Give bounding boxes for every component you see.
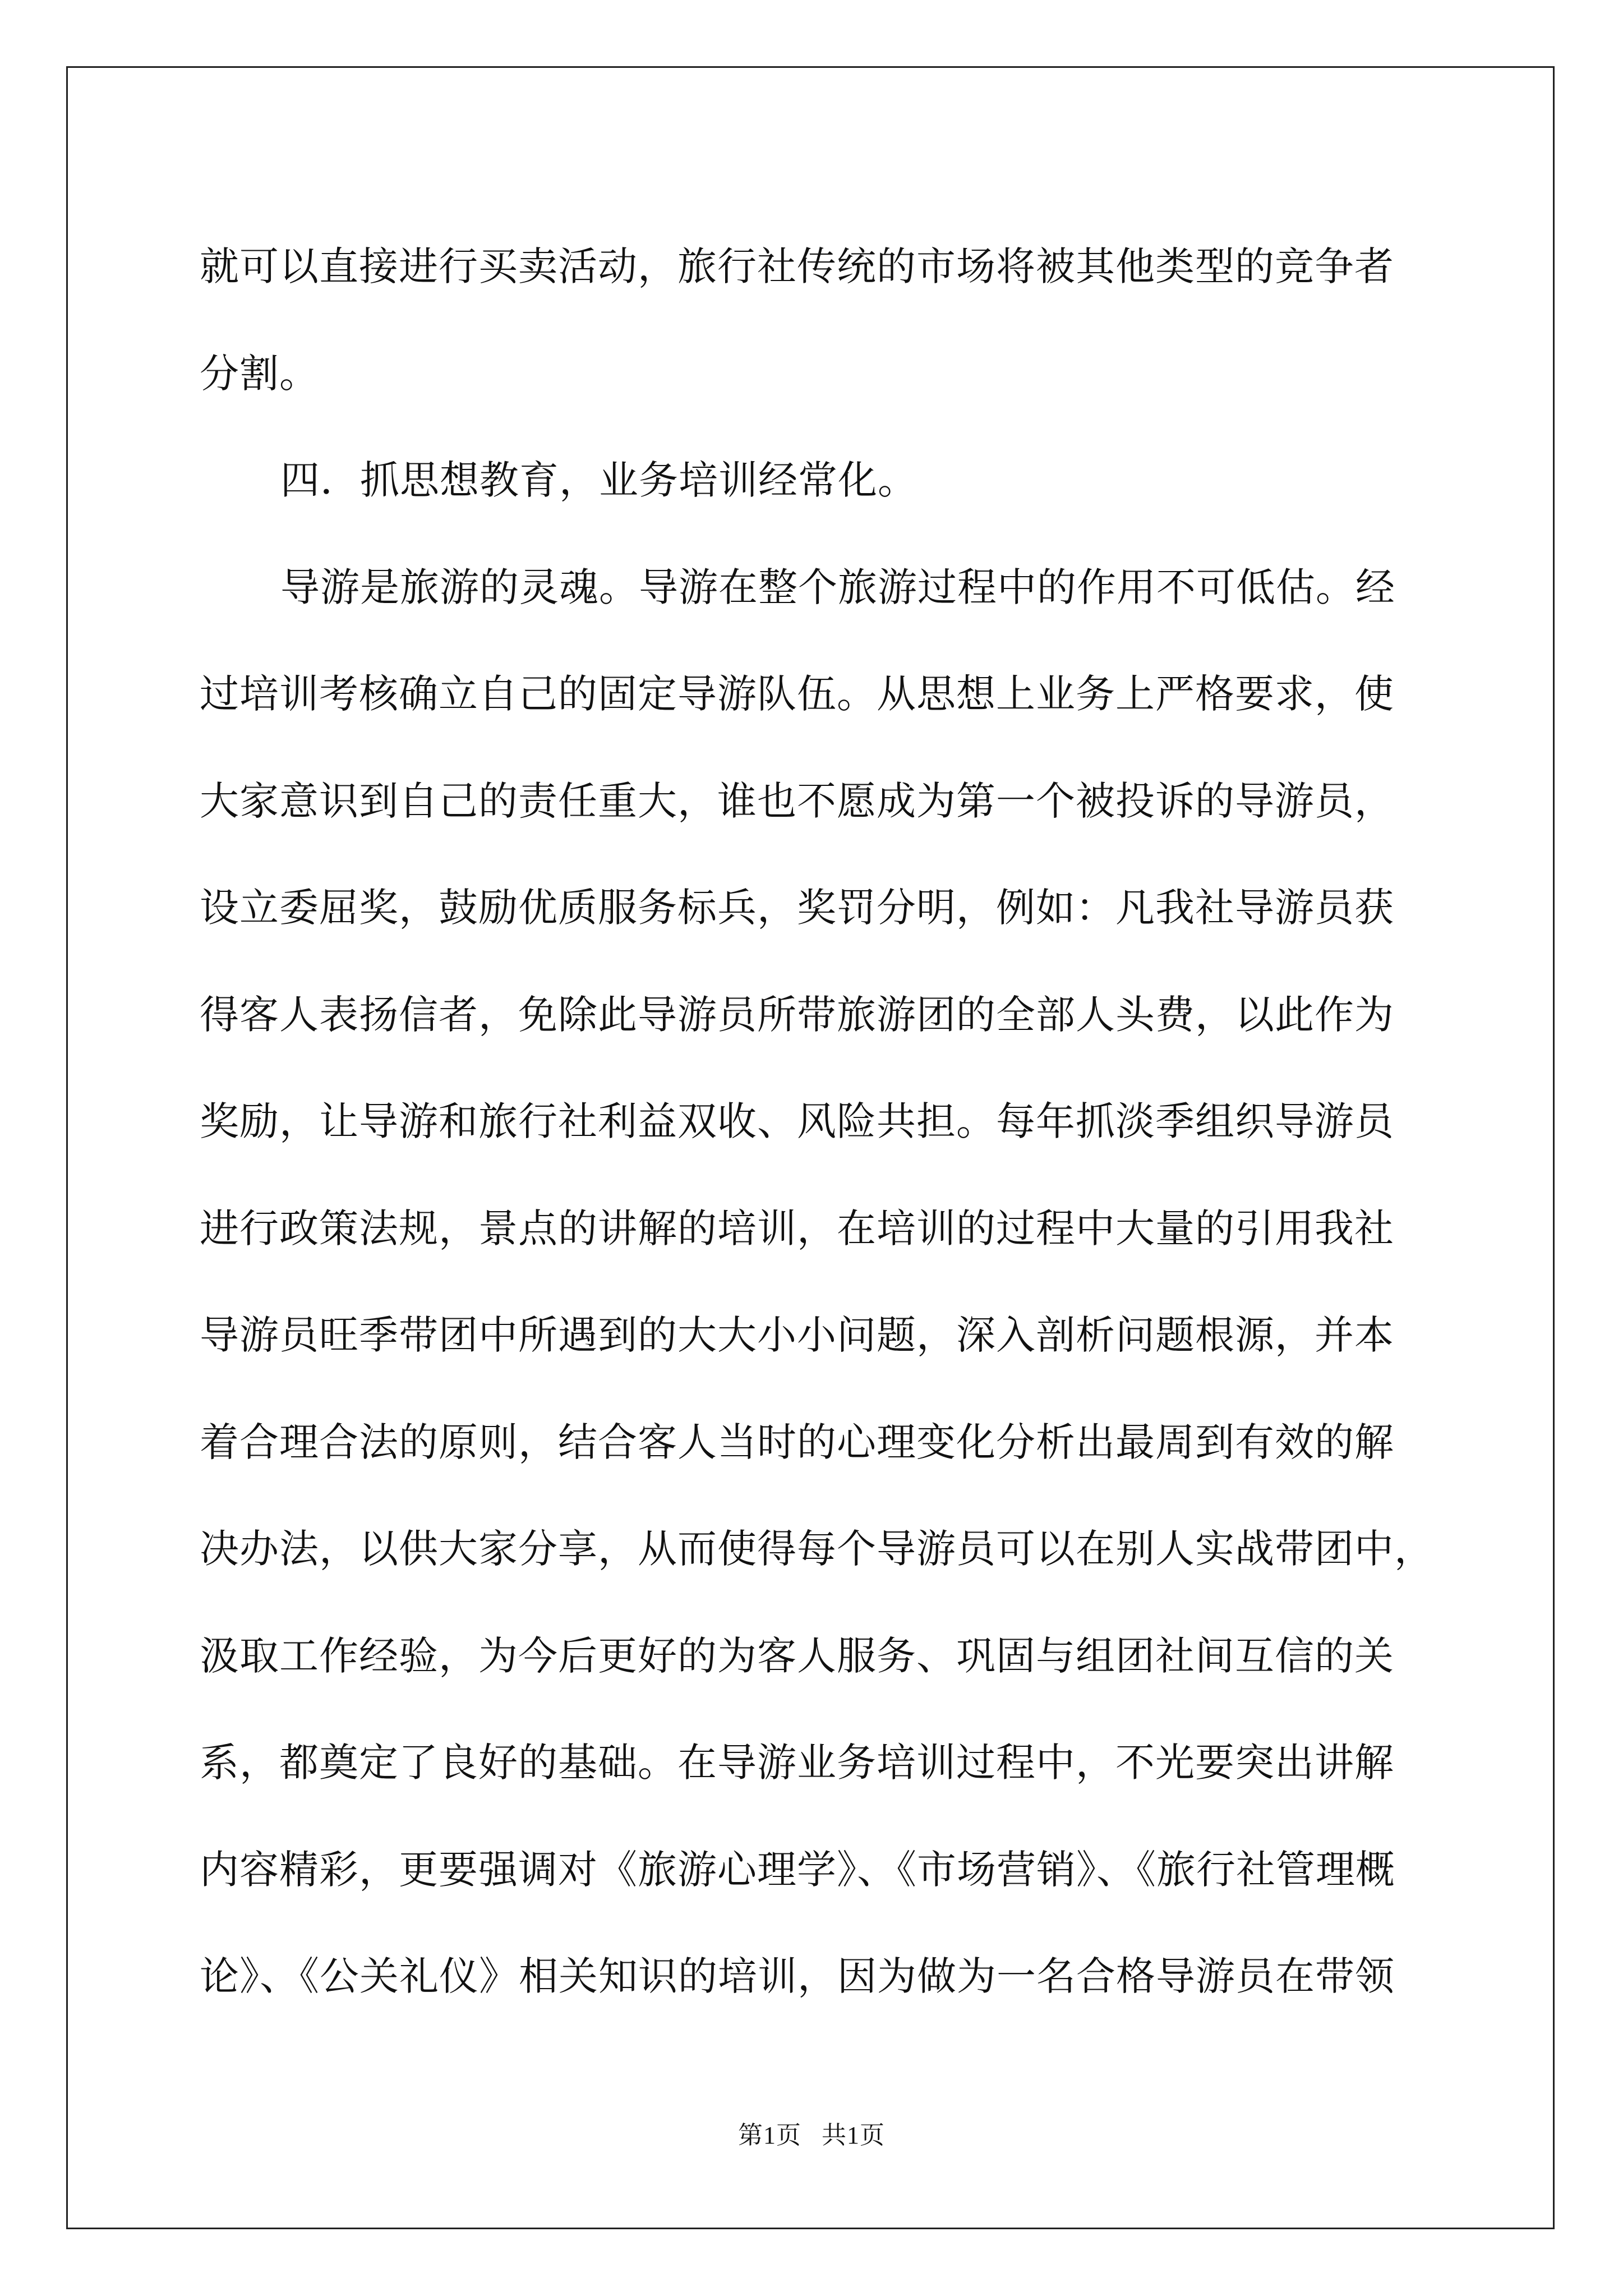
paragraph-line: 汲取工作经验，为今后更好的为客人服务、巩固与组团社间互信的关 — [200, 1632, 1394, 1679]
paragraph-line: 就可以直接进行买卖活动，旅行社传统的市场将被其他类型的竞争者 — [200, 243, 1394, 289]
paragraph-line: 设立委屈奖，鼓励优质服务标兵，奖罚分明，例如：凡我社导游员获 — [200, 885, 1394, 931]
paragraph-line: 论》、《公关礼仪》相关知识的培训，因为做为一名合格导游员在带领 — [200, 1953, 1395, 1999]
paragraph-line: 进行政策法规，景点的讲解的培训，在培训的过程中大量的引用我社 — [200, 1205, 1394, 1251]
paragraph-line: 分割。 — [200, 350, 319, 397]
paragraph-line: 导游员旺季带团中所遇到的大大小小问题，深入剖析问题根源，并本 — [200, 1312, 1394, 1358]
section-heading: 四．抓思想教育，业务培训经常化。 — [280, 457, 917, 503]
paragraph-line: 决办法，以供大家分享，从而使得每个导游员可以在别人实战带团中， — [200, 1526, 1434, 1572]
paragraph-line: 奖励，让导游和旅行社利益双收、风险共担。每年抓淡季组织导游员 — [200, 1098, 1394, 1144]
paragraph-line: 着合理合法的原则，结合客人当时的心理变化分析出最周到有效的解 — [200, 1419, 1394, 1465]
page-footer: 第1页 共1页 — [738, 2122, 885, 2149]
document-body — [200, 213, 1467, 2030]
paragraph-line: 得客人表扬信者，免除此导游员所带旅游团的全部人头费，以此作为 — [200, 991, 1394, 1038]
paragraph-line: 内容精彩，更要强调对《旅游心理学》、《市场营销》、《旅行社管理概 — [200, 1846, 1395, 1893]
paragraph-line: 过培训考核确立自己的固定导游队伍。从思想上业务上严格要求，使 — [200, 671, 1394, 717]
paragraph-line: 导游是旅游的灵魂。导游在整个旅游过程中的作用不可低估。经 — [280, 564, 1395, 610]
paragraph-line: 大家意识到自己的责任重大，谁也不愿成为第一个被投诉的导游员， — [200, 777, 1394, 824]
paragraph-line: 系，都奠定了良好的基础。在导游业务培训过程中，不光要突出讲解 — [200, 1740, 1394, 1786]
